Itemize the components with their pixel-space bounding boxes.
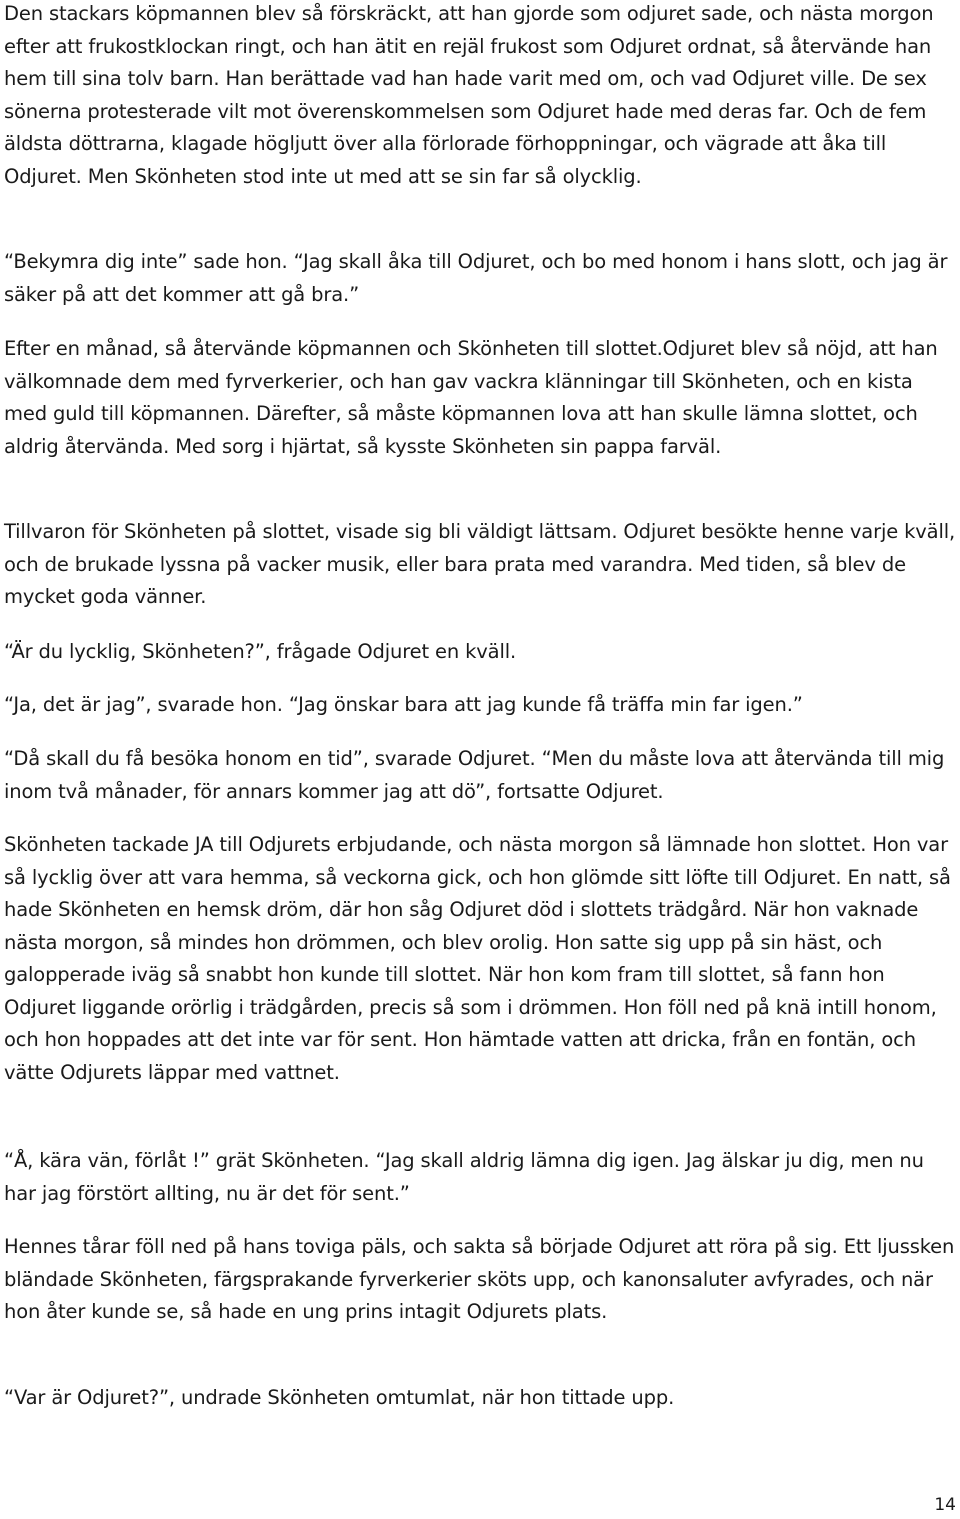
paragraph: Skönheten tackade JA till Odjurets erbjudande, och nästa morgon så lämnade hon slottet. Hon var så lycklig över att vara hemma, så veckorna gick, och hon glömde sitt löfte till Odjuret. En natt, så hade Skönheten en hemsk dröm, där hon såg Odjuret död i slottets trädgård. När hon vaknade nästa morgon, så mindes hon drömmen, och blev orolig. Hon satte sig upp på sin häst, och galopperade iväg så snabbt hon kunde till slottet. När hon kom fram till slottet, så fann hon Odjuret liggande orörlig i trädgården, precis så som i drömmen. Hon föll ned på knä intill honom, och hon hoppades att det inte var för sent. Hon hämtade vatten att dricka, från en fontän, och vätte Odjurets läppar med vattnet. [4,833,951,1084]
paragraph: Tillvaron för Skönheten på slottet, visade sig bli väldigt lättsam. Odjuret besökte henne varje kväll, och de brukade lyssna på vacker musik, eller bara prata med varandra. Med tiden, så blev de mycket goda vänner. [4,520,956,608]
paragraph: Hennes tårar föll ned på hans toviga päls, och sakta så började Odjuret att röra på sig. Ett ljussken bländade Skönheten, färgsprakande fyrverkerier sköts upp, och kanonsaluter avfyrades, och när hon åter kunde se, så hade en ung prins intagit Odjurets plats. [4,1235,955,1323]
paragraph: “Är du lycklig, Skönheten?”, frågade Odjuret en kväll. [4,640,517,663]
page-number: 14 [934,1495,956,1515]
paragraph: Den stackars köpmannen blev så förskräckt, att han gjorde som odjuret sade, och nästa morgon efter att frukostklockan ringt, och han ätit en rejäl frukost som Odjuret ordnat, så återvände han hem till sina tolv barn. Han berättade vad han hade varit med om, och vad Odjuret ville. De sex sönerna protesterade vilt mot överenskommelsen som Odjuret hade med deras far. Och de fem äldsta döttrarna, klagade högljutt över alla förlorade förhoppningar, och vägrade att åka till Odjuret. Men Skönheten stod inte ut med att se sin far så olycklig. [4,2,934,188]
paragraph: “Var är Odjuret?”, undrade Skönheten omtumlat, när hon tittade upp. [4,1386,675,1409]
paragraph: “Ja, det är jag”, svarade hon. “Jag önskar bara att jag kunde få träffa min far igen.” [4,693,803,716]
paragraph: “Bekymra dig inte” sade hon. “Jag skall åka till Odjuret, och bo med honom i hans slott, och jag är säker på att det kommer att gå bra.” [4,250,948,306]
paragraph: Efter en månad, så återvände köpmannen och Skönheten till slottet.Odjuret blev så nöjd, att han välkomnade dem med fyrverkerier, och han gav vackra klänningar till Skönheten, och en kista med guld till köpmannen. Därefter, så måste köpmannen lova att han skulle lämna slottet, och aldrig återvända. Med sorg i hjärtat, så kysste Skönheten sin pappa farväl. [4,337,938,458]
paragraph: “Då skall du få besöka honom en tid”, svarade Odjuret. “Men du måste lova att återvända till mig inom två månader, för annars kommer jag att dö”, fortsatte Odjuret. [4,747,945,803]
paragraph: “Å, kära vän, förlåt !” grät Skönheten. “Jag skall aldrig lämna dig igen. Jag älskar ju dig, men nu har jag förstört allting, nu är det för sent.” [4,1149,924,1205]
